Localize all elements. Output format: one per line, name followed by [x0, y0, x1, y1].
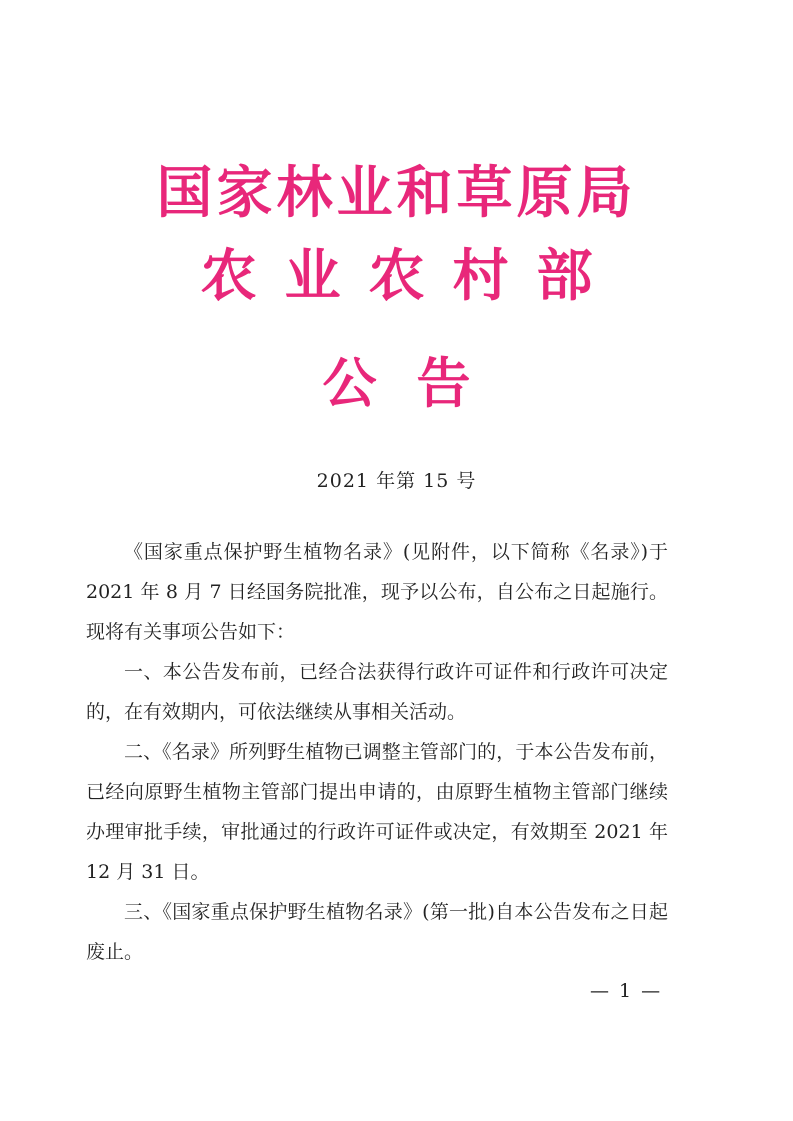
announcement-body [86, 532, 668, 972]
document-number: 2021 年第 15 号 [316, 470, 477, 492]
page-number: — 1 — [590, 980, 663, 1002]
body-paragraph-item-3: 三、《国家重点保护野生植物名录》(第一批)自本公告发布之日起废止。 [86, 901, 668, 963]
issuing-agency-agriculture: 农业农村部 [200, 244, 621, 309]
body-paragraph-item-1: 一、本公告发布前，已经合法获得行政许可证件和行政许可决定的，在有效期内，可依法继续从事相关活动。 [86, 661, 668, 723]
issuing-agency-forestry: 国家林业和草原局 [156, 161, 637, 226]
document-title: 公告 [322, 352, 511, 415]
body-paragraph-intro: 《国家重点保护野生植物名录》(见附件，以下简称《名录》)于 2021 年 8 月 7 日经国务院批准，现予以公布，自公布之日起施行。现将有关事项公告如下： [86, 541, 668, 643]
body-paragraph-item-2: 二、《名录》所列野生植物已调整主管部门的，于本公告发布前，已经向原野生植物主管部门提出申请的，由原野生植物主管部门继续办理审批手续，审批通过的行政许可证件或决定，有效期至 2021 年 12 月 31 日。 [86, 741, 668, 883]
